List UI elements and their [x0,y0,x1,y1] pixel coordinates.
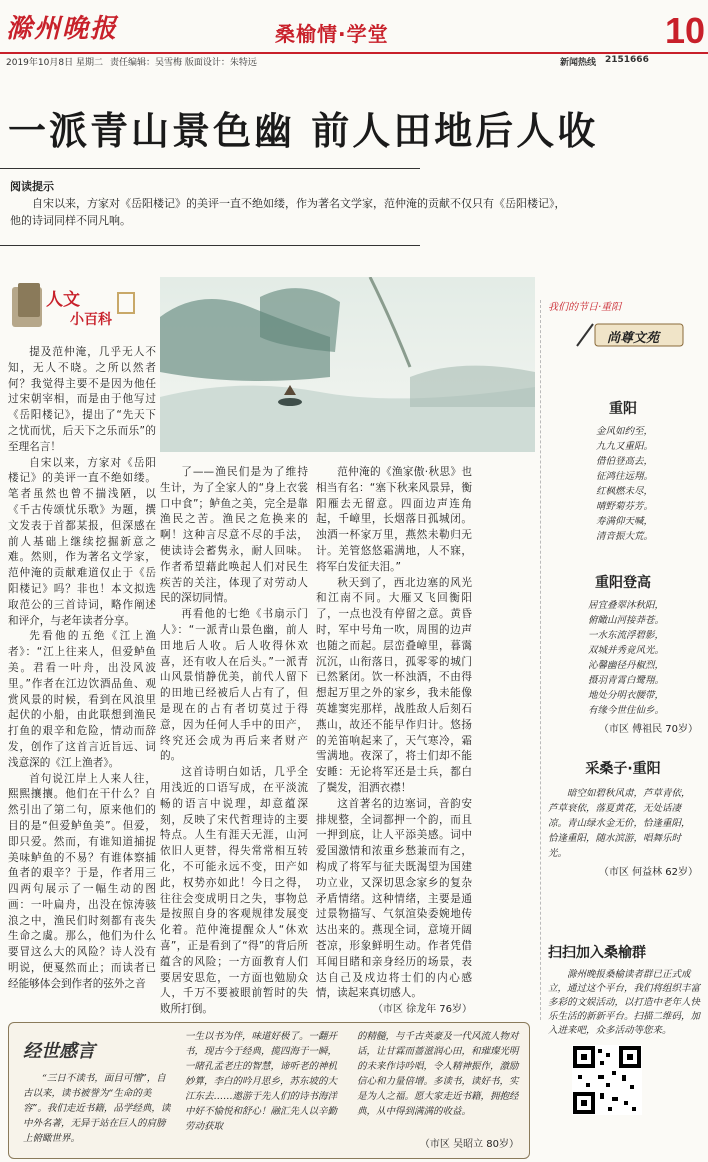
poem-line: 一水东流浮碧影， [588,630,665,641]
paragraph: 范仲淹的《渔家傲·秋思》也相当有名：“塞下秋来风景异，衡阳雁去无留意。四面边声连角起，千嶂里，长烟落日孤城闭。浊酒一杯家万里，燕然未勒归无计。羌管悠悠霜满地，人不寐，将军白发征夫泪。” [316,466,472,573]
poem-line: 俯瞰山河接莽苍。 [588,615,665,626]
masthead: 滁州晚报 [6,14,119,44]
guide-text: 自宋以来，方家对《岳阳楼记》的美评一直不绝如缕，作为著名文学家，范仲淹的贡献不仅只有《岳阳楼记》，他的诗词同样不同凡响。 [10,197,566,227]
hotline-number: 2151666 [605,55,649,65]
poem-line: 晴野菊芬芳。 [596,501,654,512]
poem-2 [548,572,698,735]
poem-1 [548,398,698,544]
column-divider [540,300,541,1020]
author-signature: （市区 何益林 62岁） [598,867,698,878]
article-column-1 [8,345,156,993]
paragraph: 先看他的五绝《江上渔者》：“江上往来人，但爱鲈鱼美。君看一叶舟，出没风波里。”作者在江边饮酒品鱼、观赏风景的时候，看到在风浪里起伏的小船，由此联想到渔民打鱼的艰辛和危险，情动而辞发，创作了这首言近旨远、词浅意深的《江上渔者》。 [8,630,156,769]
paragraph: 再看他的七绝《书扇示门人》：“一派青山景色幽，前人田地后人收。后人收得休欢喜，还有收人在后头。”一派青山风景悄静优美，前代人留下的田地已经被后人占有了，但是现在的占有者切莫过于得意，因为任何人手中的田产，终究还会成为再后来者财产的。 [160,608,308,763]
group-text: 滁州晚报桑榆读者群已正式成立，通过这个平台，我们将组织丰富多彩的文娱活动，以打造中老年人快乐生活的新新平台。扫描二维码，加入进来吧，众多活动等您来。 [548,969,701,1036]
article-column-3 [316,465,472,1018]
poem-line: 有缘今世住仙乡。 [588,705,665,716]
essay-box [8,1022,530,1159]
author-signature: （市区 徐龙年 76岁） [372,1004,472,1016]
paragraph: 提及范仲淹，几乎无人不知，无人不晓。之所以然者何？我觉得主要不是因为他任过宋朝宰相，而是由于他写过《岳阳楼记》，提出了“先天下之忧而忧，后天下之乐而乐”的至理名言！ [8,346,156,453]
paragraph: 这首著名的边塞词，音韵安排规整，全词都押一个韵，而且一押到底，让人平添美感。词中爱国激情和浓重乡愁兼而有之，构成了将军与征夫既渴望为国建功立业，又深切思念家乡的复杂矛盾情绪。这种情绪，主要是通过景物描写、气氛渲染委婉地传达出来的。燕现全词，意境开阔苍凉，形象鲜明生动。作者凭借耳闻目睹和亲身经历的场景，表达自己及戍边将士们的内心感情，读起来真切感人。 [316,797,472,1000]
divider [0,168,420,169]
date-line: 2019年10月8日 星期二 [6,58,103,68]
paragraph: 秋天到了，西北边塞的风光和江南不同。大雁又飞回衡阳了，一点也没有停留之意。黄昏时，军中号角一吹，周围的边声也随之而起。层峦叠嶂里，暮霭沉沉，山衔落日，孤零零的城门已然紧闭。饮一杯浊酒，不由得想起万里之外的家乡，我未能像英雄窦宪那样，战胜敌人后刻石燕山，故还不能早作归计。悠扬的羌笛响起来了，天气寒冷，霜雪满地。夜深了，将士们却不能安睡：无论将军还是士兵，都白了鬓发，泪洒衣襟！ [316,576,472,794]
qr-code[interactable] [572,1045,642,1115]
poem-line: 居宜叠翠沐秋阳， [588,600,665,611]
headline: 一派青山景色幽 前人田地后人收 [8,108,599,153]
group-title: 扫扫加入桑榆群 [548,945,646,961]
badge-line1: 人文 [46,290,80,310]
paragraph: 首句说江岸上人来人往，熙熙攘攘。他们在干什么？自然引出了第二句，原来他们的目的是“但爱鲈鱼美”。但爱，即只爱。然而，有谁知道捕捉美味鲈鱼的不易？有谁体察捕鱼者的艰辛？于是，作者用三四两句展示了一幅生动的图画：一叶扁舟，出没在惊涛骇浪之中，渔民们时刻都有丧失生命之虞。那么，他们为什么要冒这么大的风险？诗人没有明说，便戛然而止；而读者已经能够体会到作者的弦外之音 [8,772,156,990]
poem-line: 寿满仰天喊， [596,516,654,527]
poem-line: 摄羽青霄白鹭翔。 [588,675,665,686]
poem-line: 征鸿往远翔。 [596,471,654,482]
poem-line: 九九又重阳。 [596,441,654,452]
poem-line: 地处分明衣腰带， [588,690,665,701]
poem-title: 采桑子·重阳 [585,761,661,777]
author-signature: （市区 吴昭立 80岁） [419,1139,519,1150]
festival-label: 我们的节日·重阳 [548,302,622,313]
poem-text: 暗空如碧秋风肃，芦草青依，芦草衰依，落夏黄花，无处话凄凉。青山绿水金无价，恰逢重阳，恰逢重阳，随水滨游，唱舞乐时光。 [548,788,691,859]
poem-line: 清音振大荒。 [596,531,654,542]
paragraph: 自宋以来，方家对《岳阳楼记》的美评一直不绝如缕。笔者虽然也曾不揣浅陋，以《千古传颂忧乐歌》为题，撰文发表于首都某报，但深感在前人基础上继续挖掘新意之难。然则，作为著名文学家，范仲淹的贡献难道仅止于《岳阳楼记》吗？非也！本文拟选取范公的三首诗词，略作阐述和评介，与老年读者分享。 [8,456,156,627]
poem-line: 红枫燃未尽， [596,486,654,497]
paragraph: 这首诗明白如话，几乎全用浅近的口语写成，在平淡流畅的语言中说理，却意蕴深刻，反映了宋代哲理诗的主要特点。人生有涯天无涯，山河依旧人更替，得失常常相互转化，不可能永远不变，田产如此，权势亦如此！今日之得，往往会变成明日之失，事物总是按照自身的客观规律发展变化着。范仲淹提醒众人“休欢喜”，正是看到了“得”的背后所蕴含的风险；一方面教育人们要居安思危，一方面也勉励众人，千万不要被眼前暂时的失败所打倒。 [160,766,308,1016]
poem-line: 借伯登高去， [596,456,654,467]
essay-badge: 经世感言 [23,1041,95,1062]
poem-title: 重阳 [609,401,637,417]
author-signature: （市区 傅祖民 70岁） [598,724,698,735]
guide-title: 阅读提示 [10,180,54,193]
science-badge [8,277,148,337]
essay-col-1: “三日不读书，面目可憎”，自古以来，读书被誉为“生命的美容”。我们走近书籍，品学经典，读中外名著，无异于站在巨人的肩膀上俯瞰世界。 [23,1073,171,1144]
poetry-badge [575,320,685,350]
essay-col-2: 一生以书为伴，味道好极了。一翻开书，现古今于经典，揽四海于一瞬，一睹孔孟老庄的智慧，谛听老的神机妙算，李白的吟月思乡，苏东坡的大江东去……遨游于先人们的诗书海洋中好不愉悦和舒心！融汇先人以辛勤劳动获取 [185,1031,338,1132]
header-rule [0,52,708,54]
section-title: 桑榆情·学堂 [275,22,389,46]
badge-text: 尚尊文苑 [607,331,660,346]
hotline-label: 新闻热线 [560,58,597,68]
paragraph: 了——渔民们是为了维持生计，为了全家人的“身上衣裳口中食”；鲈鱼之美，完全是靠渔民之苦。渔民之危换来的啊！这种言尽意不尽的手法，使读诗会蓄隽永，耐人回味。作者希望藉此唤起人们对民生疾苦的关注，体现了对劳动人民的深切同情。 [160,466,308,605]
poem-3 [548,758,698,878]
poem-line: 双城并秀竞风光。 [588,645,665,656]
poem-line: 金风如约至， [596,426,654,437]
group-invite [548,942,704,1038]
essay-col-3: 的精髓，与千古英豪及一代风流人物对话，让甘霖而蔷滋润心田，和璀璨光明的未来作诗吟唱，令人精神振作，激励信心和力量倍增。多读书，读好书，实是为人之福。愿大家走近书籍，拥抱经典，从中得到满满的收益。 [357,1031,519,1117]
article-column-2 [160,465,308,1018]
page-number: 10 [665,10,706,51]
divider [0,245,420,246]
landscape-illustration [160,277,535,452]
poem-title: 重阳登高 [595,575,651,591]
poem-line: 沁馨幽径丹椒烈， [588,660,665,671]
badge-line2: 小百科 [70,312,112,328]
editor-line: 责任编辑：吴雪梅 版面设计：朱特远 [110,58,257,68]
